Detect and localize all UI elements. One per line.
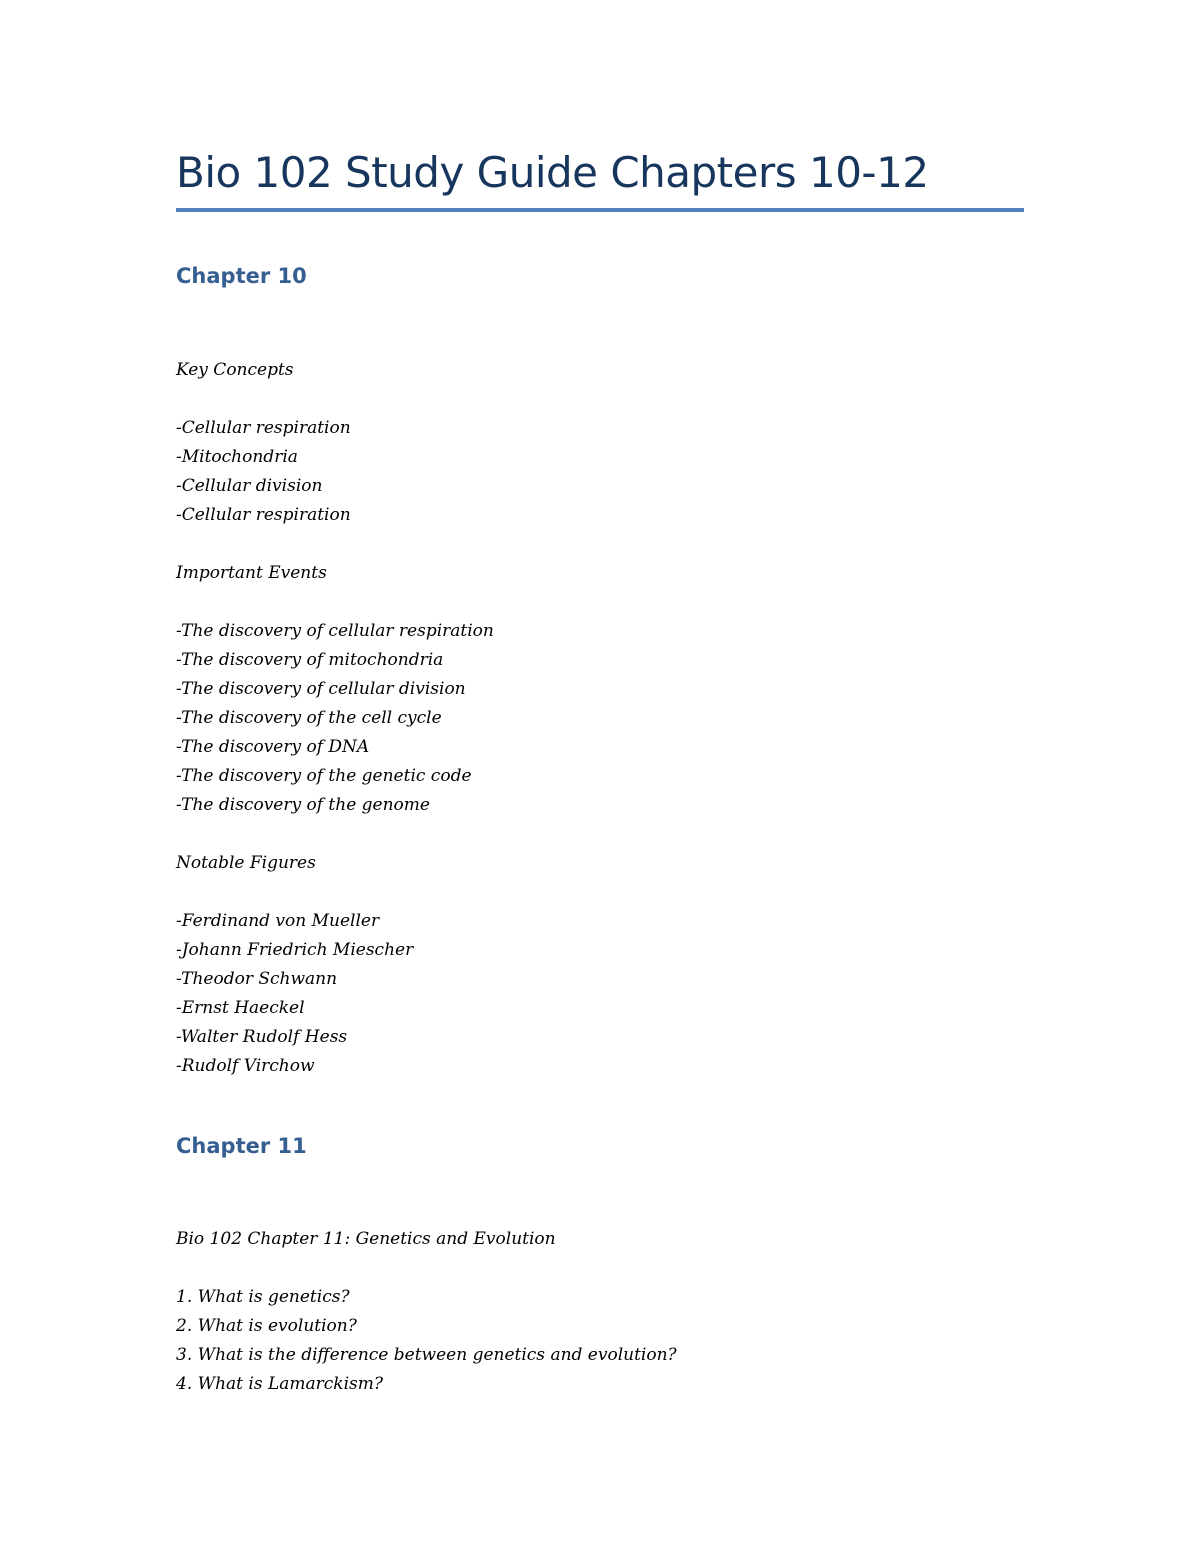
important-event-item: -The discovery of mitochondria	[176, 650, 444, 670]
question-item: 1. What is genetics?	[176, 1287, 350, 1307]
important-event-item: -The discovery of cellular respiration	[176, 621, 494, 641]
important-event-item: -The discovery of DNA	[176, 737, 370, 757]
notable-figure-item: -Theodor Schwann	[176, 969, 338, 989]
notable-figure-item: -Ferdinand von Mueller	[176, 911, 380, 931]
notable-figure-item: -Walter Rudolf Hess	[176, 1027, 348, 1047]
notable-figures-label: Notable Figures	[176, 853, 316, 873]
important-event-item: -The discovery of cellular division	[176, 679, 466, 699]
key-concept-item: -Cellular respiration	[176, 505, 351, 525]
key-concept-item: -Mitochondria	[176, 447, 298, 467]
chapter-11-subtitle: Bio 102 Chapter 11: Genetics and Evolution	[176, 1229, 556, 1249]
important-event-item: -The discovery of the genome	[176, 795, 430, 815]
question-item: 3. What is the difference between genetics and evolution?	[176, 1345, 677, 1365]
question-item: 4. What is Lamarckism?	[176, 1374, 384, 1394]
notable-figure-item: -Johann Friedrich Miescher	[176, 940, 414, 960]
key-concepts-label: Key Concepts	[176, 360, 294, 380]
key-concept-item: -Cellular division	[176, 476, 323, 496]
key-concept-item: -Cellular respiration	[176, 418, 351, 438]
notable-figure-item: -Rudolf Virchow	[176, 1056, 315, 1076]
chapter-10-heading: Chapter 10	[176, 264, 307, 288]
chapter-11-heading: Chapter 11	[176, 1134, 307, 1158]
question-item: 2. What is evolution?	[176, 1316, 357, 1336]
title-underline-rule	[176, 208, 1024, 212]
important-events-label: Important Events	[176, 563, 327, 583]
document-title: Bio 102 Study Guide Chapters 10-12	[176, 148, 929, 197]
important-event-item: -The discovery of the genetic code	[176, 766, 472, 786]
notable-figure-item: -Ernst Haeckel	[176, 998, 305, 1018]
important-event-item: -The discovery of the cell cycle	[176, 708, 442, 728]
